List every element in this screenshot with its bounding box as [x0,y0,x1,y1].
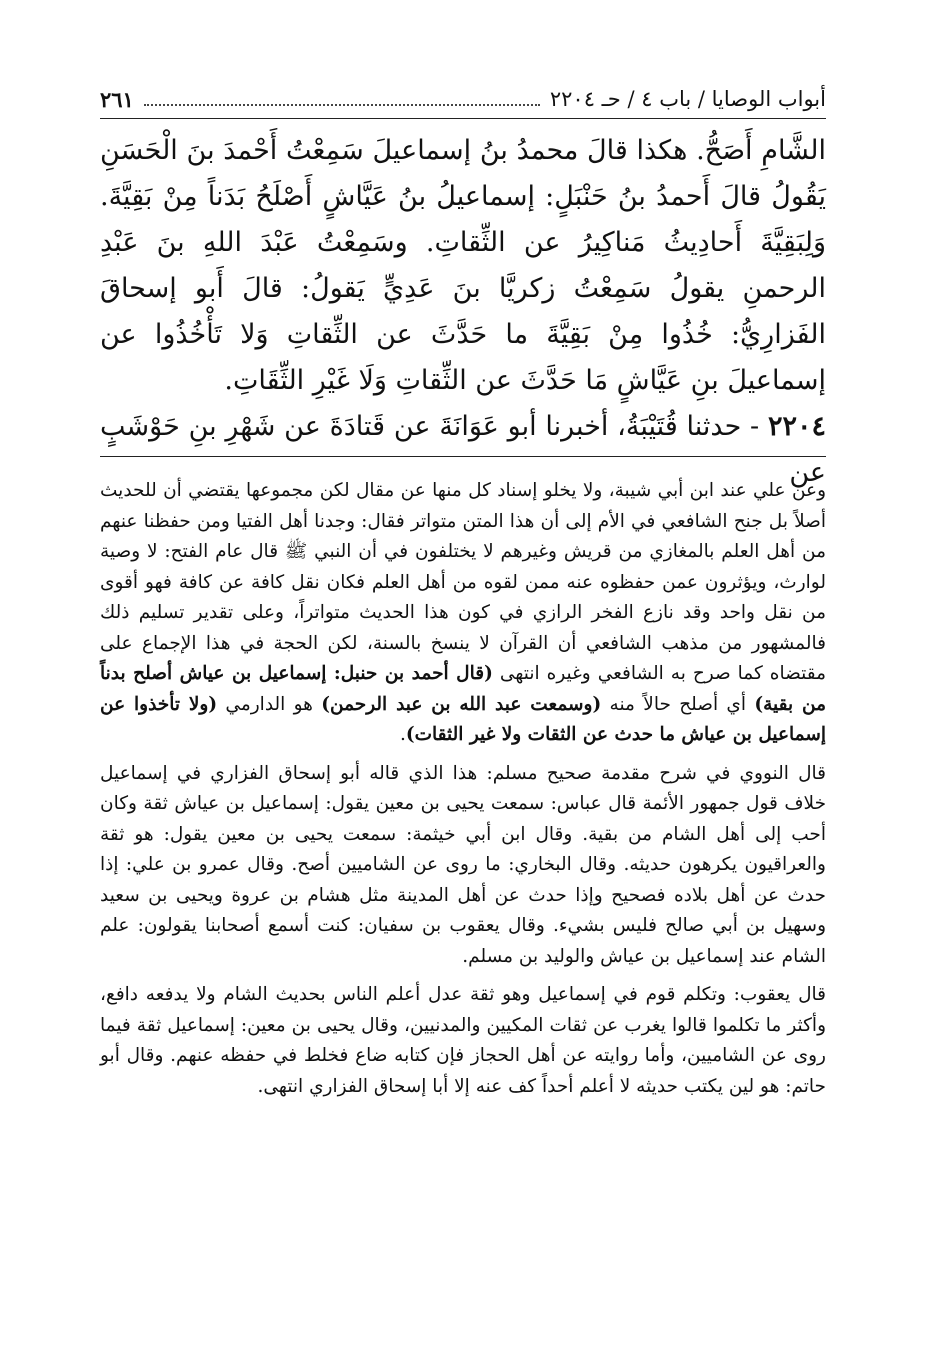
hadith-text: - حدثنا قُتَيْبَةُ، أخبرنا أبو عَوَانَةَ عن قَتادَةَ عن شَهْرِ بنِ حَوْشَبٍ عن [100,411,826,488]
quoted-text: (وسمعت عبد الله بن عبد الرحمن) [321,693,602,715]
header-title: أبواب الوصايا / باب ٤ / حـ ٢٢٠٤ [549,87,826,111]
commentary-paragraph: قال يعقوب: وتكلم قوم في إسماعيل وهو ثقة عدل أعلم الناس بحديث الشام ولا يدفعه دافع، وأكثر ما تكلموا قالوا يغرب عن ثقات المكيين والمدنيين، وقال يحيى بن معين: إسماعيل ثقة فيما روى عن الشاميين، وأما روايته عن أهل الحجاز فإن كتابه ضاع فخلط في حفظه عنهم. وقال أبو حاتم: هو لين يكتب حديثه لا أعلم أحداً كف عنه إلا أبا إسحاق الفزاري انتهى. [100,984,826,1097]
main-paragraph: الشَّامِ أَصَحُّ. هكذا قالَ محمدُ بنُ إسماعيلَ سَمِعْتُ أَحْمدَ بنَ الْحَسَنِ يَقُولُ قالَ أَحمدُ بنُ حَنْبَلٍ: إسماعيلُ بنُ عَيَّاشٍ أَصْلَحُ بَدَناً مِنْ بَقِيَّةَ. وَلِبَقِيَّةَ أَحادِيثُ مَناكِيرُ عن الثِّقاتِ. وسَمِعْتُ عَبْدَ اللهِ بنَ عَبْدِ الرحمنِ يقولُ سَمِعْتُ زكريَّا بنَ عَدِيٍّ يَقولُ: قالَ أَبو إسحاقَ الفَزارِيُّ: خُذُوا مِنْ بَقِيَّةَ ما حَدَّثَ عن الثِّقاتِ وَلا تَأْخُذُوا عن إسماعيلَ بنِ عَيَّاشٍ مَا حَدَّثَ عن الثِّقاتِ وَلَا غَيْرِ الثِّقَاتِ. [100,135,826,396]
quoted-text: (ولا تأخذوا عن إسماعيل بن عياش ما حدث عن الثقات ولا غير الثقات) [100,693,826,745]
quoted-text: (قال أحمد بن حنبل: إسماعيل بن عياش أصلح بدناً من بقية) [100,663,826,715]
running-header [100,84,826,119]
commentary-text: . [399,724,406,745]
commentary-text: أي أصلح حالاً منه [609,693,747,715]
commentary-paragraph [100,476,826,751]
commentary-paragraph: قال النووي في شرح مقدمة صحيح مسلم: هذا الذي قاله أبو إسحاق الفزاري في إسماعيل خلاف قول جمهور الأئمة قال عباس: سمعت يحيى بن معين يقول: إسماعيل بن عياش ثقة وكان أحب إلى أهل الشام من بقية. وقال ابن أبي خيثمة: سمعت يحيى بن معين يقول: هو ثقة والعراقيون يكرهون حديثه. وقال البخاري: ما روى عن الشاميين أصح. وقال عمرو بن علي: إذا حدث عن أهل بلاده فصحيح وإذا حدث عن أهل المدينة مثل هشام بن عروة ويحيى بن سعيد وسهيل بن أبي صالح فليس بشيء. وقال يعقوب بن سفيان: كنت أسمع أصحابنا يقولون: علم الشام عند إسماعيل بن عياش والوليد بن مسلم. [100,762,826,967]
page-number: ٢٦١ [100,86,134,112]
footnote-divider [100,456,826,457]
commentary-text: وعن علي عند ابن أبي شيبة، ولا يخلو إسناد كل منها عن مقال لكن مجموعها يقتضي أن للحديث أصلاً بل جنح الشافعي في الأم إلى أن هذا المتن متواتر فقال: وجدنا أهل الفتيا ومن حفظنا عنهم من أهل العلم بالمغازي من قريش وغيرهم لا يختلفون في أن النبي ﷺ قال عام الفتح: لا وصية لوارث، ويؤثرون عمن حفظوه عنه ممن لقوه من أهل العلم فكان نقل كافة عن كافة فهو أقوى من نقل واحد وقد نازع الفخر الرازي في كون هذا الحديث متواتراً، وعلى تقدير تسليم ذلك فالمشهور من مذهب الشافعي أن القرآن لا ينسخ بالسنة، لكن الحجة في هذا الإجماع على مقتضاه كما صرح به الشافعي وغيره انتهى [100,480,827,684]
commentary-text: هو الدارمي [225,693,313,715]
header-dot-leader [144,92,540,106]
commentary-section [100,476,826,1110]
main-hadith-text [100,128,826,496]
hadith-number: ٢٢٠٤ [767,411,826,442]
